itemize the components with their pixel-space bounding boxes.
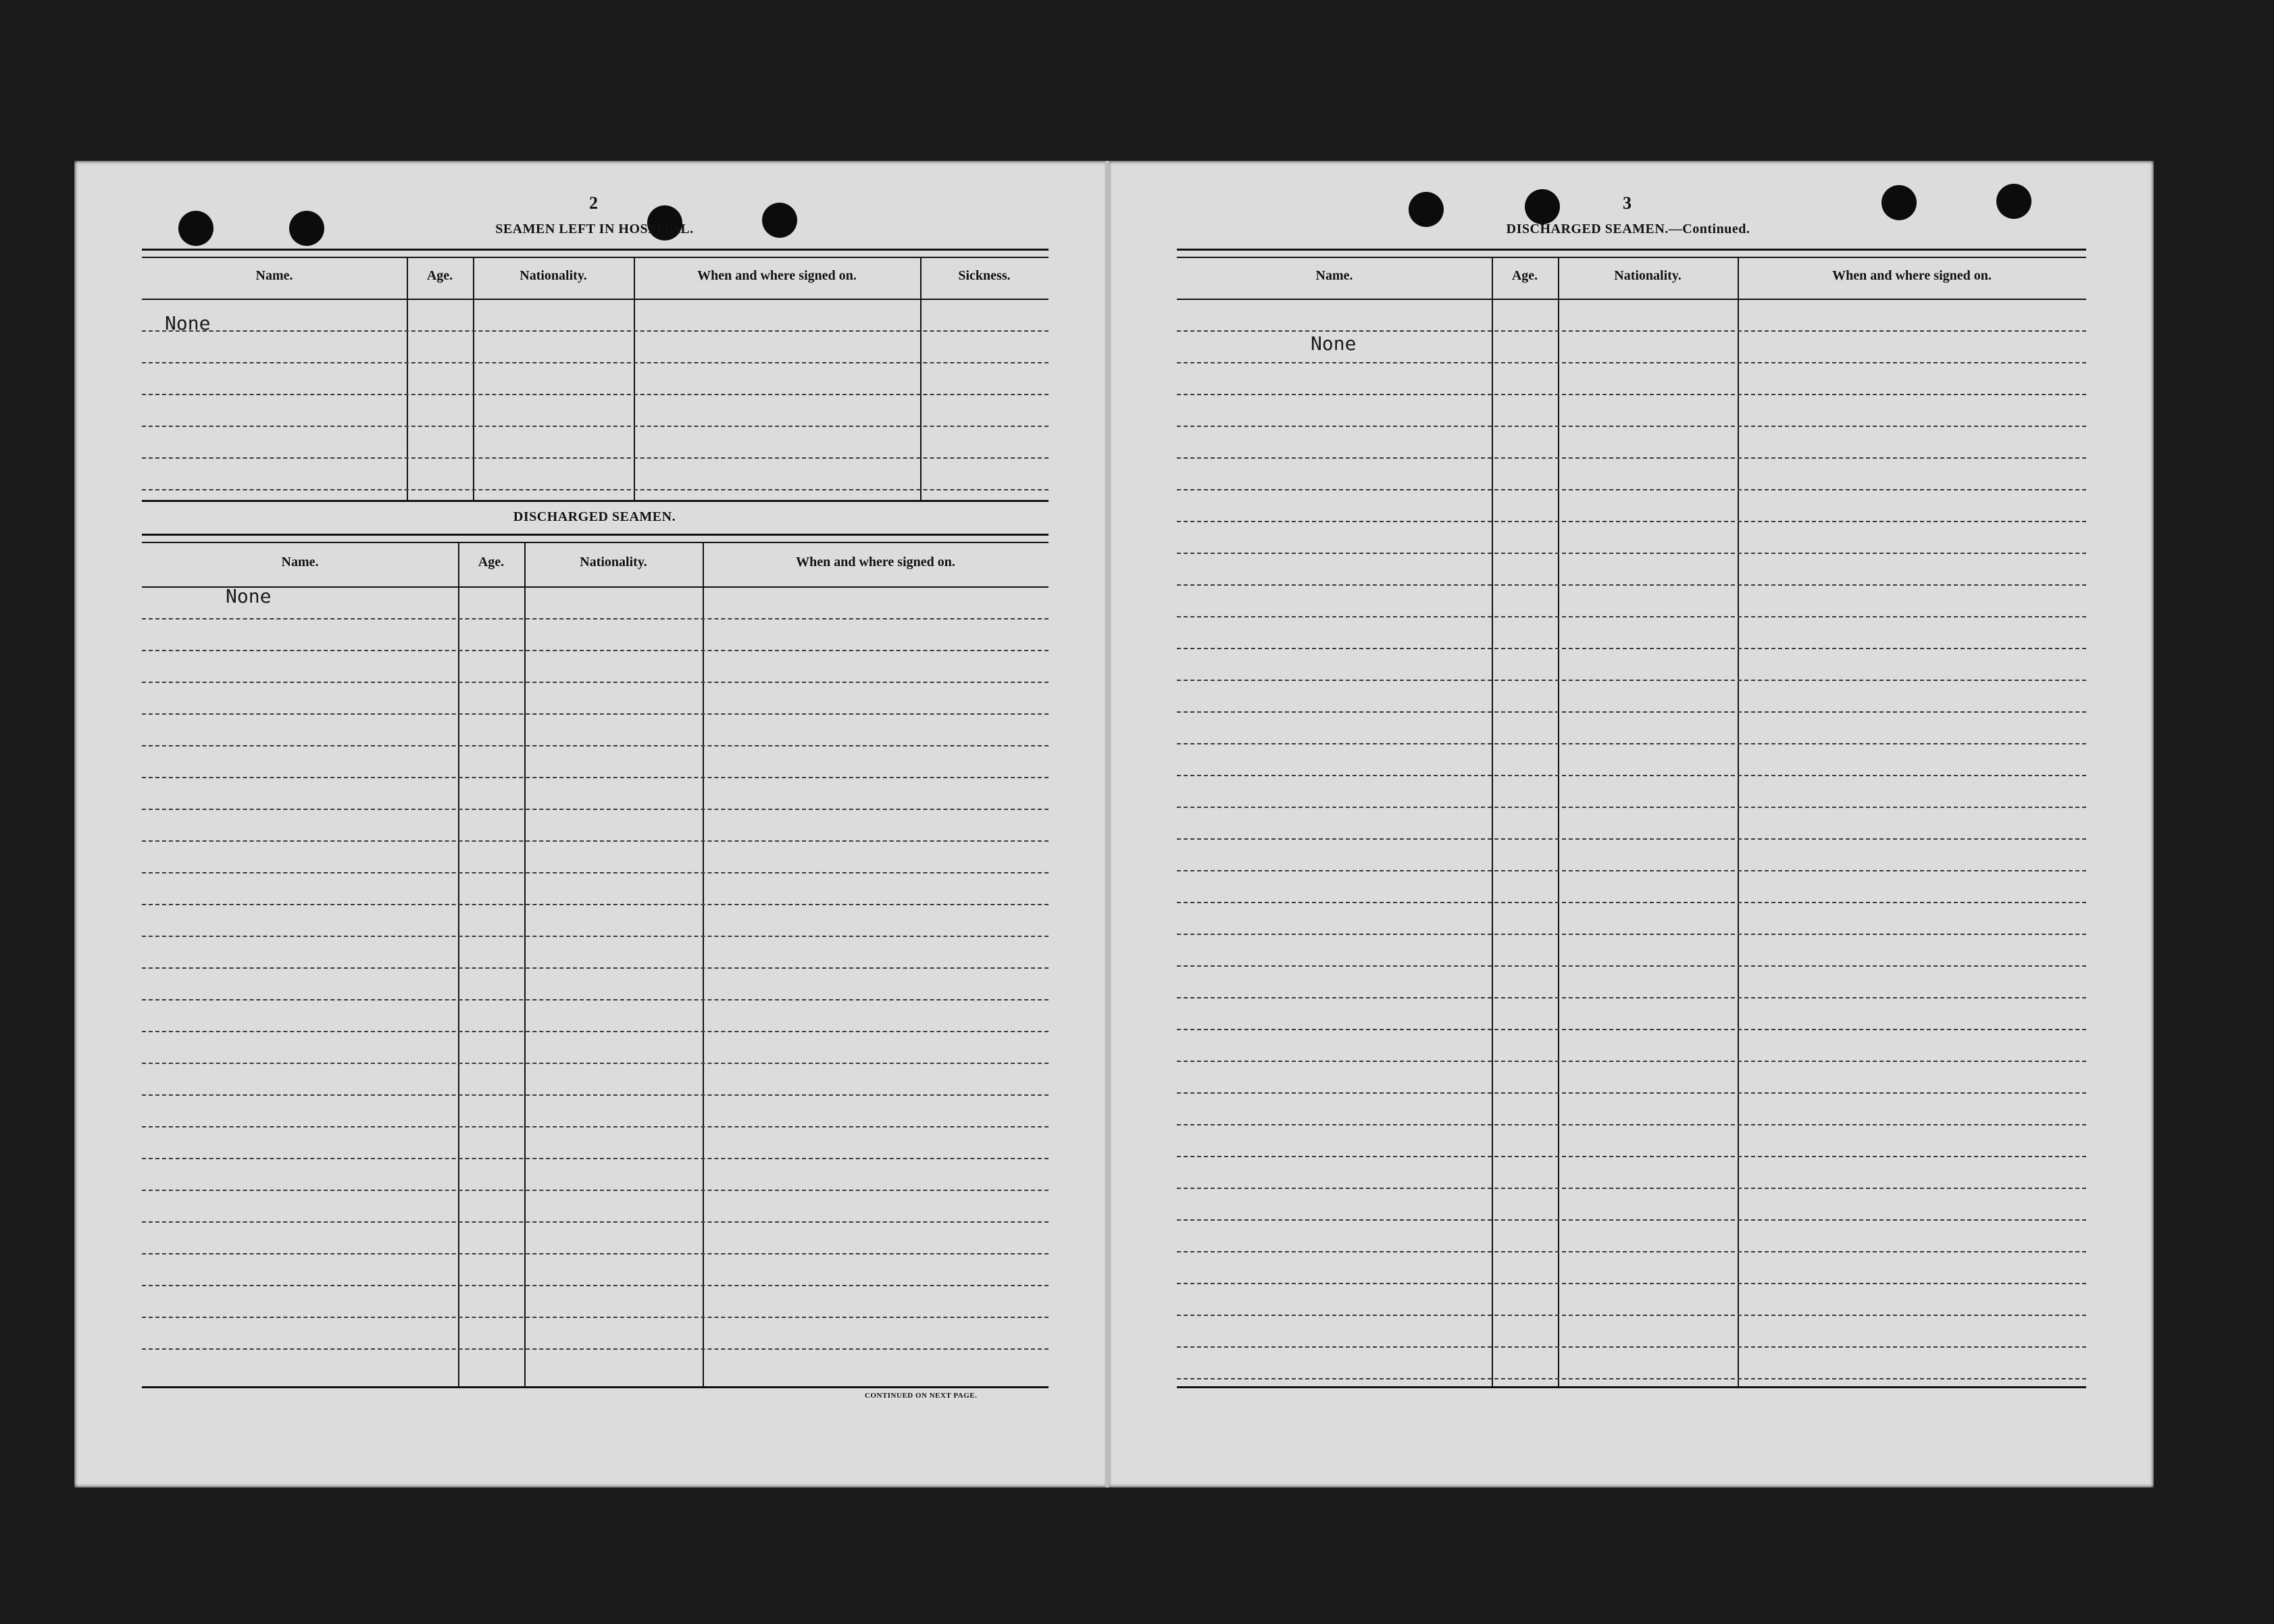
header-rule [142, 299, 1048, 300]
ruled-row [142, 330, 1048, 332]
hospital-table [142, 249, 1048, 500]
ruled-row [142, 618, 1048, 619]
column-divider [473, 257, 474, 500]
ruled-row [142, 1031, 1048, 1032]
column-header: Sickness. [958, 268, 1011, 283]
ruled-row [1177, 1061, 2086, 1062]
ruled-row [142, 1190, 1048, 1191]
bottom-rule [142, 1386, 1048, 1388]
ruled-row [142, 682, 1048, 683]
ruled-row [1177, 870, 2086, 871]
discharged-continued-table [1177, 249, 2086, 1386]
column-divider [634, 257, 635, 500]
ruled-row [1177, 521, 2086, 522]
ruled-row [1177, 1124, 2086, 1125]
column-header: Nationality. [580, 555, 647, 569]
ruled-row [142, 1285, 1048, 1286]
ruled-row [1177, 934, 2086, 935]
ruled-row [142, 1126, 1048, 1127]
ruled-row [142, 1158, 1048, 1159]
ruled-row [142, 457, 1048, 459]
ruled-row [142, 809, 1048, 810]
ruled-row [142, 777, 1048, 778]
ruled-row [1177, 1219, 2086, 1221]
column-header: Age. [1511, 268, 1538, 283]
ruled-row [1177, 426, 2086, 427]
column-header: Nationality. [520, 268, 587, 283]
column-header: Name. [255, 268, 293, 283]
ruled-row [142, 904, 1048, 905]
ruled-row [142, 426, 1048, 427]
column-header: Age. [426, 268, 453, 283]
ruled-row [142, 650, 1048, 651]
column-divider [458, 542, 459, 1386]
column-header: When and where signed on. [1832, 268, 1992, 283]
ruled-row [142, 713, 1048, 715]
handwritten-entry: None [1311, 332, 1357, 355]
punch-hole [289, 211, 324, 246]
ruled-row [142, 936, 1048, 937]
ruled-row [1177, 1315, 2086, 1316]
ruled-row [1177, 457, 2086, 459]
ruled-row [1177, 838, 2086, 840]
ruled-row [142, 999, 1048, 1000]
punch-hole [178, 211, 213, 246]
ruled-row [142, 745, 1048, 746]
ruled-row [1177, 1156, 2086, 1157]
ruled-row [1177, 330, 2086, 332]
ruled-row [1177, 1092, 2086, 1094]
ruled-row [1177, 394, 2086, 395]
punch-hole [1996, 184, 2031, 219]
ruled-row [1177, 965, 2086, 967]
column-header: Age. [478, 555, 505, 569]
ruled-row [1177, 1029, 2086, 1030]
punch-hole [1881, 185, 1917, 220]
ruled-row [142, 872, 1048, 873]
header-rule [1177, 299, 2086, 300]
column-header: Name. [1315, 268, 1353, 283]
ruled-row [142, 1253, 1048, 1254]
discharged-section-title: DISCHARGED SEAMEN. [513, 509, 676, 524]
discharged-continued-title: DISCHARGED SEAMEN.—Continued. [1506, 222, 1750, 236]
column-header: When and where signed on. [697, 268, 857, 283]
ruled-row [1177, 775, 2086, 776]
double-rule [142, 534, 1048, 543]
ruled-row [1177, 680, 2086, 681]
ruled-row [1177, 997, 2086, 998]
ruled-row [1177, 1283, 2086, 1284]
ruled-row [1177, 743, 2086, 744]
page-fold [1105, 161, 1109, 1488]
ruled-row [1177, 902, 2086, 903]
handwritten-entry: None [165, 312, 211, 334]
column-divider [920, 257, 921, 500]
ruled-row [142, 1348, 1048, 1350]
column-header: Nationality. [1614, 268, 1682, 283]
punch-hole [1525, 189, 1560, 224]
ruled-row [1177, 584, 2086, 586]
ruled-row [1177, 1346, 2086, 1348]
double-rule [142, 249, 1048, 258]
ruled-row [1177, 489, 2086, 490]
column-divider [407, 257, 408, 500]
column-divider [524, 542, 526, 1386]
ruled-row [142, 1317, 1048, 1318]
ruled-row [142, 489, 1048, 490]
page-number-left: 2 [589, 193, 598, 213]
ruled-row [1177, 711, 2086, 713]
bottom-rule [142, 500, 1048, 502]
ruled-row [1177, 648, 2086, 649]
ruled-row [1177, 616, 2086, 617]
discharged-table [142, 534, 1048, 1386]
ruled-row [1177, 1188, 2086, 1189]
continued-footer: CONTINUED ON NEXT PAGE. [865, 1392, 978, 1400]
ruled-row [1177, 1251, 2086, 1252]
ruled-row [142, 967, 1048, 969]
handwritten-entry: None [226, 585, 272, 607]
double-rule [1177, 249, 2086, 258]
ruled-row [1177, 807, 2086, 808]
ruled-row [142, 1063, 1048, 1064]
column-header: When and where signed on. [796, 555, 955, 569]
ruled-row [142, 362, 1048, 363]
header-rule [142, 586, 1048, 588]
bottom-rule [1177, 1386, 2086, 1388]
column-divider [703, 542, 704, 1386]
ruled-row [142, 1221, 1048, 1223]
ruled-row [1177, 553, 2086, 554]
ruled-row [142, 840, 1048, 842]
hospital-section-title: SEAMEN LEFT IN HOSPITAL. [495, 222, 694, 236]
ruled-row [1177, 362, 2086, 363]
page-number-right: 3 [1623, 193, 1632, 213]
ruled-row [142, 394, 1048, 395]
column-header: Name. [281, 555, 319, 569]
ruled-row [1177, 1378, 2086, 1379]
ruled-row [142, 1094, 1048, 1096]
